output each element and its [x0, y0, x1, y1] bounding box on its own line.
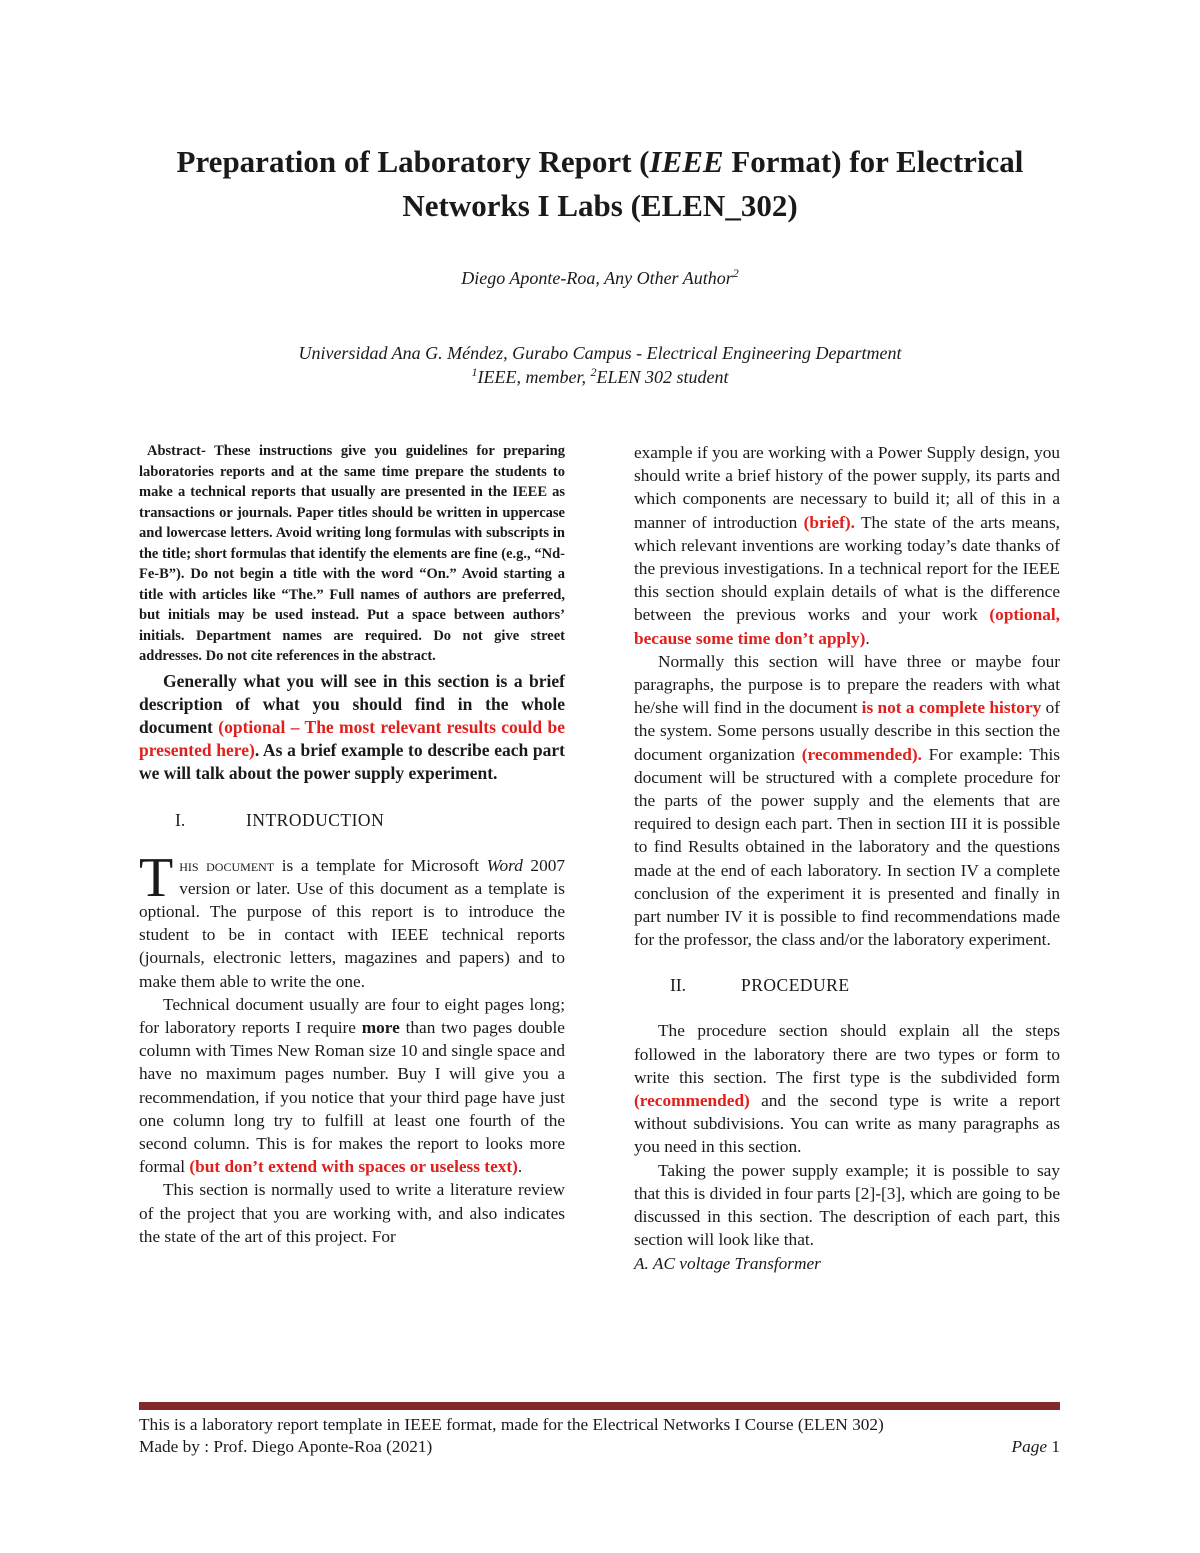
- affiliation: [100, 341, 1100, 389]
- affiliation-line1: Universidad Ana G. Méndez, Gurabo Campus - Electrical Engineering Department: [298, 343, 902, 363]
- intro-note-red: (but don’t extend with spaces or useless text): [189, 1157, 518, 1177]
- summary-paragraph: Generally what you will see in this section is a brief description of what you should find in the whole document (optional – The most relevant results could be presented here). As a brief example to describe each part we will talk about the power supply experiment.: [139, 670, 566, 784]
- intro-organization-paragraph: Normally this section will have three or maybe four paragraphs, the purpose is to prepare the readers with what he/she will find in the document is not a complete history of the system. Some persons usually describe in this section the document organization (recommended). For example: This document will be structured with a complete procedure for the parts of the power supply and the elements that are required to design each part. Then in section III it is possible to find Results obtained in the laboratory and the questions made at the end of each laboratory. In section IV a complete conclusion of the experiment it is presented and finally in part number IV it is possible to find recommendations made for the professor, the class and/or the laboratory experiment.: [634, 651, 1060, 950]
- title-line1-a: Preparation of Laboratory Report (: [176, 144, 650, 179]
- section-heading-introduction: I. INTRODUCTION: [175, 809, 385, 830]
- intro-paragraph-1: This document is a template for Microsoft Word 2007 version or later. Use of this document as a template is optional. The purpose of this report is to introduce the student to be in contact with IEEE technical reports (journals, electronic letters, magazines and papers) and to make them able to write the one.: [139, 846, 565, 991]
- title-ieee-italic: IEEE: [649, 144, 724, 179]
- drop-cap: T: [139, 846, 174, 909]
- intro-paragraph-3: This section is normally used to write a literature review of the project that you are working with, and also indicates the state of the art of this project. For: [139, 1180, 565, 1246]
- author-names: Diego Aponte-Roa, Any Other Author: [461, 268, 733, 288]
- subsection-heading: A. AC voltage Transformer: [634, 1253, 821, 1273]
- footer-divider: [139, 1402, 1060, 1410]
- page-title: [100, 140, 1100, 228]
- author-superscript: 2: [732, 266, 739, 280]
- author-list: [100, 266, 1100, 290]
- page-number: Page 1: [1011, 1437, 1060, 1456]
- title-line1-b: Format) for Electrical: [723, 144, 1024, 179]
- affiliation-line2: $^1$IEEE, member, $^2$ELEN 302 student: [471, 365, 729, 387]
- left-column: [139, 441, 565, 1248]
- right-column: [634, 441, 1060, 1275]
- footer-line2: Made by : Prof. Diego Aponte-Roa (2021): [139, 1437, 433, 1456]
- page-footer: [139, 1414, 1060, 1458]
- procedure-paragraph-1: The procedure section should explain all the steps followed in the laboratory there are two types or form to write this section. The first type is the subdivided form (recommended) and the second type is write a report without subdivisions. You can write as many paragraphs as you need in this section.: [634, 1021, 1060, 1157]
- intro-paragraph-2: Technical document usually are four to eight pages long; for laboratory reports I require more than two pages double column with Times New Roman size 10 and single space and have no maximum pages number. Buy I will give you a recommendation, if you notice that your third page have just one column long try to fulfill at least one fourth of the second column. This is for makes the report to looks more formal (but don’t extend with spaces or useless text).: [139, 994, 565, 1177]
- procedure-paragraph-2: Taking the power supply example; it is possible to say that this is divided in four parts [2]-[3], which are going to be discussed in this section. The description of each part, this section will look like that.: [634, 1160, 1060, 1250]
- section-heading-procedure: II. PROCEDURE: [670, 975, 850, 996]
- footer-line1: This is a laboratory report template in IEEE format, made for the Electrical Networks I Course (ELEN 302): [139, 1415, 884, 1434]
- summary-note-red: (optional – The most relevant results could be presented here): [139, 716, 566, 761]
- intro-continued-paragraph: example if you are working with a Power Supply design, you should write a brief history of the power supply, its parts and which components are necessary to build it; all of this in a manner of introduction (brief). The state of the arts means, which relevant inventions are working today’s date thanks of the previous investigations. In a technical report for the IEEE this section should explain details of what is the difference between the previous works and your work (optional, because some time don’t apply).: [634, 443, 1060, 648]
- title-line2: Networks I Labs (ELEN_302): [402, 188, 798, 223]
- footer-line2-row: [139, 1436, 1060, 1458]
- abstract: Abstract- These instructions give you guidelines for preparing laboratories reports and at the same time prepare the students to make a technical reports that usually are presented in the IEEE as transactions or journals. Paper titles should be written in uppercase and lowercase letters. Avoid writing long formulas with subscripts in the title; short formulas that identify the elements are fine (e.g., “Nd-Fe-B”). Do not begin a title with the word “On.” Avoid starting a title with articles like “The.” Full names of authors are preferred, but initials may be used instead. Put a space between authors’ initials. Department names are required. Do not give street addresses. Do not cite references in the abstract.: [139, 443, 565, 664]
